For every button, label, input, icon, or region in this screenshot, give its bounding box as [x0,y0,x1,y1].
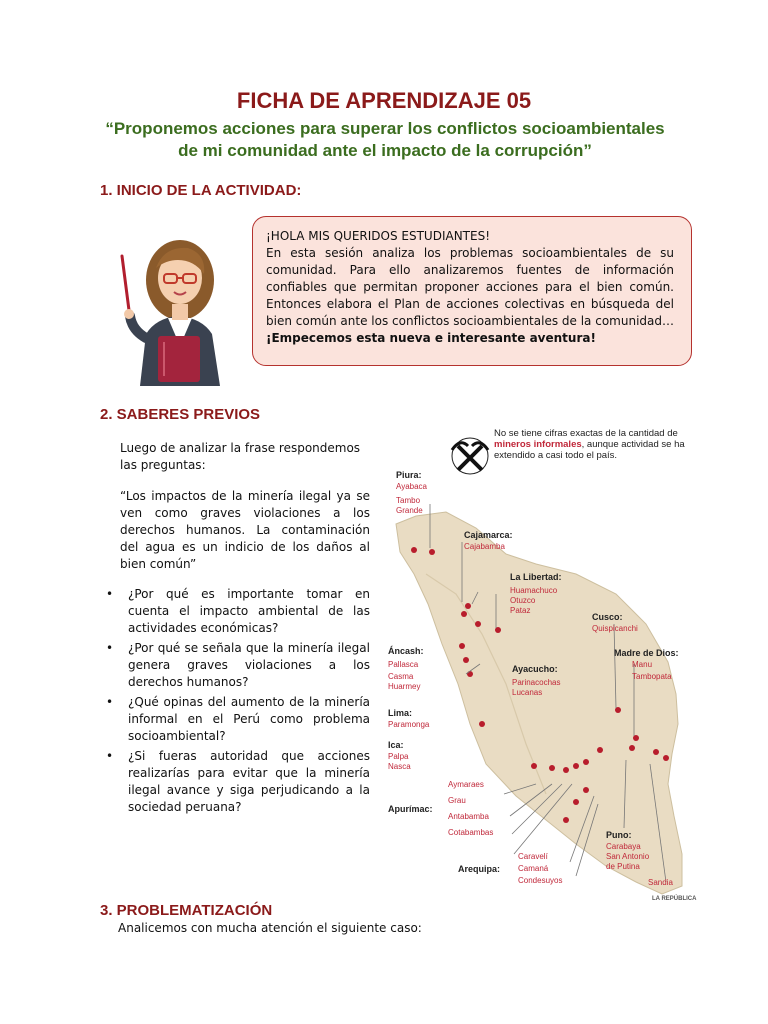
greeting-text-block [266,228,674,347]
teacher-illustration [108,226,248,386]
map-place: Condesuyos [518,876,563,885]
map-region-label: Madre de Dios: [614,648,679,658]
section2-intro: Luego de analizar la frase respondemos las preguntas: [120,441,361,472]
map-place: Grande [396,506,423,515]
map-place: Antabamba [448,812,489,821]
map-region-label: Arequipa: [458,864,501,874]
page-subtitle-line2: de mi comunidad ante el impacto de la corrupción” [178,141,592,160]
map-place: Otuzco [510,596,536,605]
map-place: Tambo [396,496,421,505]
map-place: Quispicanchi [592,624,638,633]
map-region-label: La Libertad: [510,572,562,582]
page-title: FICHA DE APRENDIZAJE 05 [236,88,532,113]
map-place: Camaná [518,864,549,873]
map-place: Caravelí [518,852,548,861]
section-heading-inicio: 1. INICIO DE LA ACTIVIDAD: [100,182,302,199]
map-place: Cajabamba [464,542,505,551]
map-place: Grau [448,796,466,805]
map-place: Huamachuco [510,586,558,595]
section3-intro: Analicemos con mucha atención el siguiente caso: [118,921,422,935]
map-place: Manu [632,660,653,669]
question-item: • ¿Por qué es importante tomar en cuenta el impacto ambiental de las actividades económicas? [104,586,370,637]
peru-mining-map [386,424,704,906]
greeting-closing: ¡Empecemos esta nueva e interesante aventura! [266,331,596,345]
question-item: • ¿Qué opinas del aumento de la minería informal en el Perú como problema socioambiental? [104,694,370,745]
map-place: de Putina [606,862,640,871]
map-place: Casma [388,672,414,681]
map-region-label: Puno: [606,830,632,840]
map-place: Sandia [648,878,673,887]
section2-quote: “Los impactos de la minería ilegal ya se ven como graves violaciones a los derechos humanos. La contaminación del agua es un indicio de los daños al bien común” [120,489,370,571]
section-heading-problematizacion: 3. PROBLEMATIZACIÓN [100,902,273,919]
map-region-label: Cusco: [592,612,623,622]
map-region-label: Lima: [388,708,413,718]
map-region-label: Apurímac: [388,804,433,814]
map-credit: LA REPÚBLICA [652,896,697,902]
map-place: Palpa [388,752,409,761]
map-place: Nasca [388,762,411,771]
map-place: Aymaraes [448,780,484,789]
map-region-label: Ayacucho: [512,664,558,674]
map-region-label: Ica: [388,740,404,750]
map-place: Huarmey [388,682,421,691]
map-region-label: Áncash: [388,646,424,656]
map-region-label: Piura: [396,470,422,480]
map-place: Lucanas [512,688,543,697]
map-place: Parinacochas [512,678,561,687]
section-heading-saberes: 2. SABERES PREVIOS [100,406,261,423]
greeting-body: En esta sesión analiza los problemas socioambientales de su comunidad. Para ello analizaremos fuentes de información confiables que permitan proponer acciones para el bien común. Entonces elabora el Plan de acciones colectivas en búsqueda del bien común ante los conflictos socioambientales de la comunidad… [266,246,674,328]
map-place: San Antonio [606,852,650,861]
map-place: Paramonga [388,720,430,729]
questions-list [104,586,370,816]
map-region-label: Cajamarca: [464,530,513,540]
map-place: Pallasca [388,660,419,669]
map-place: Pataz [510,606,531,615]
question-item: • ¿Por qué se señala que la minería ilegal genera graves violaciones a los derechos humanos? [104,640,370,691]
question-item: • ¿Si fueras autoridad que acciones realizarías para evitar que la minería ilegal avance y siga perjudicando a la sociedad peruana? [104,748,370,816]
map-place: Cotabambas [448,828,494,837]
greeting-title: ¡HOLA MIS QUERIDOS ESTUDIANTES! [266,229,491,243]
map-place: Carabaya [606,842,641,851]
questions-list-container [104,586,370,819]
map-place: Tambopata [632,672,672,681]
page-subtitle-line1: “Proponemos acciones para superar los conflictos socioambientales [105,119,665,138]
map-note: No se tiene cifras exactas de la cantidad de mineros informales, aunque actividad se ha extendido a casi todo el país. [494,428,685,461]
map-place: Ayabaca [396,482,427,491]
